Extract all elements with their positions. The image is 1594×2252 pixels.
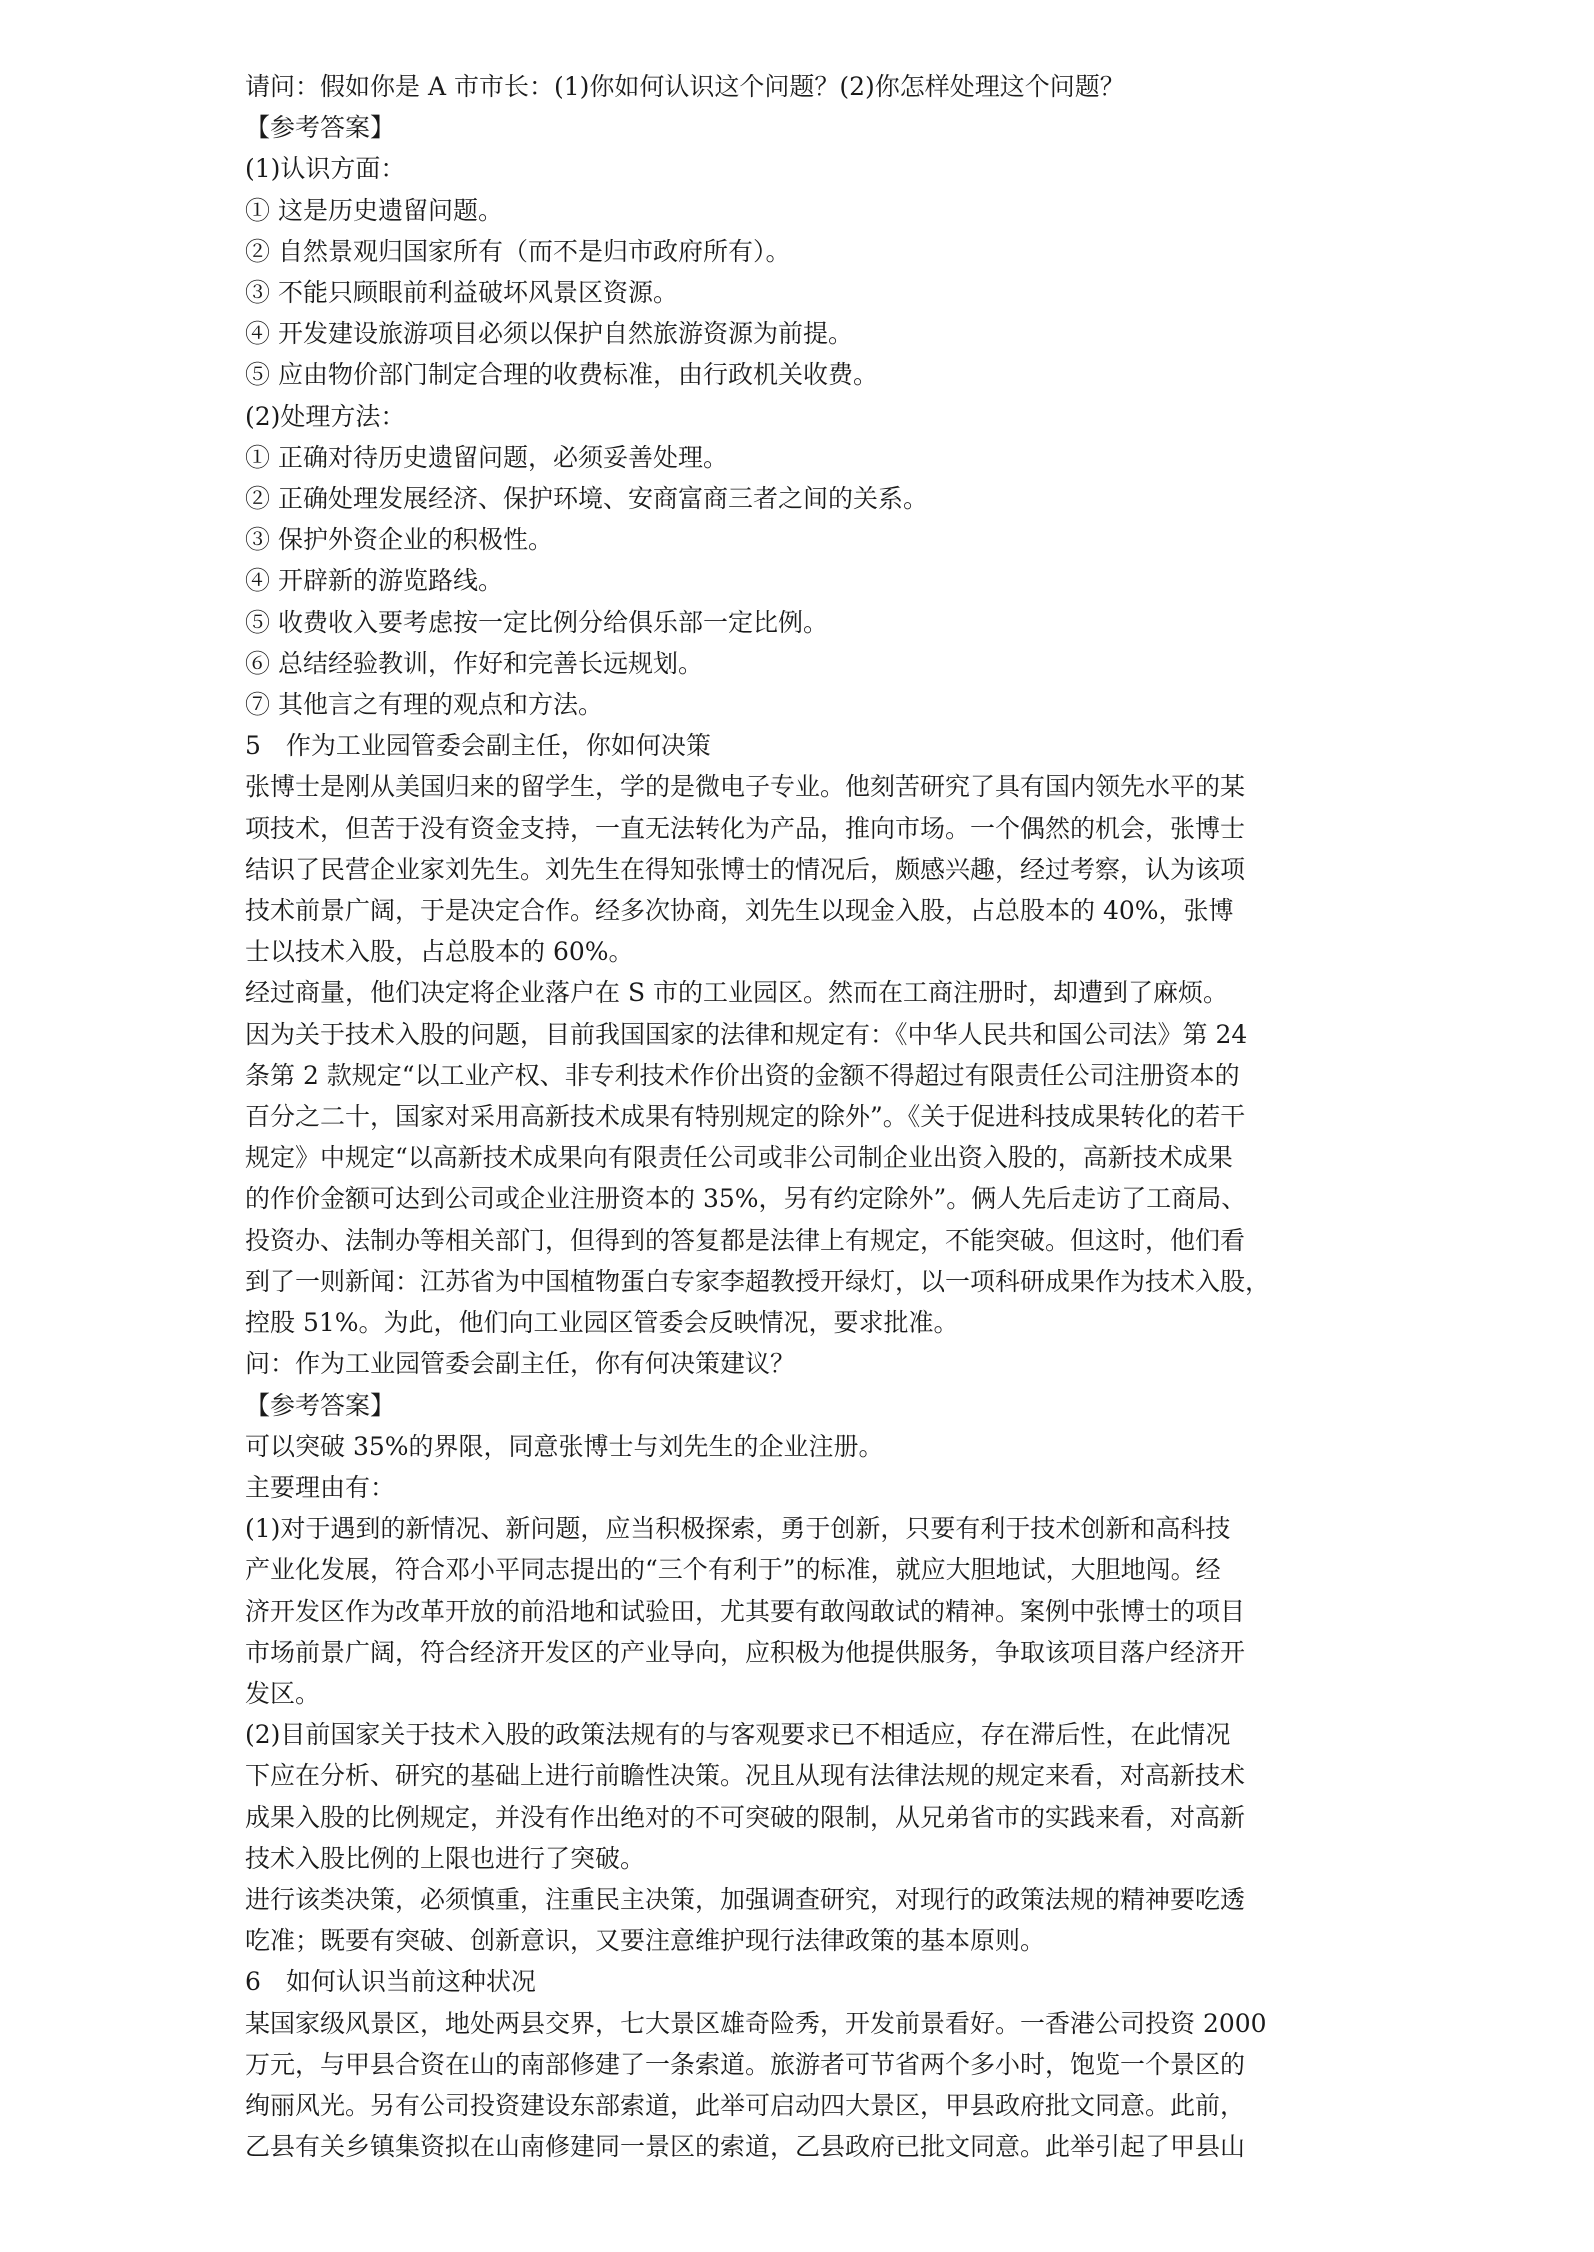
list-item: ③ 保护外资企业的积极性。 — [245, 525, 553, 555]
list-item: ⑦ 其他言之有理的观点和方法。 — [245, 690, 603, 720]
section-heading: 5 作为工业园管委会副主任，你如何决策 — [245, 731, 711, 761]
text-line: 进行该类决策，必须慎重，注重民主决策，加强调查研究，对现行的政策法规的精神要吃透 — [245, 1884, 1246, 1914]
text-line: 项技术，但苦于没有资金支持，一直无法转化为产品，推向市场。一个偶然的机会，张博士 — [245, 813, 1246, 843]
list-item: ① 正确对待历史遗留问题，必须妥善处理。 — [245, 442, 728, 472]
text-line: 发区。 — [245, 1678, 321, 1708]
text-line: 绚丽风光。另有公司投资建设东部索道，此举可启动四大景区，甲县政府批文同意。此前， — [245, 2090, 1246, 2120]
section-heading: 【参考答案】 — [245, 113, 396, 143]
list-item: ④ 开辟新的游览路线。 — [245, 566, 503, 596]
text-line: 士以技术入股，占总股本的 60%。 — [245, 937, 634, 967]
section-heading: 【参考答案】 — [245, 1390, 396, 1420]
text-line: 技术入股比例的上限也进行了突破。 — [245, 1843, 646, 1873]
section-heading: 6 如何认识当前这种状况 — [245, 1967, 536, 1997]
list-item: ② 自然景观归国家所有（而不是归市政府所有）。 — [245, 236, 791, 266]
text-line: 问：作为工业园管委会副主任，你有何决策建议？ — [245, 1349, 796, 1379]
text-line: 控股 51%。为此，他们向工业园区管委会反映情况，要求批准。 — [245, 1308, 959, 1338]
text-line: 技术前景广阔，于是决定合作。经多次协商，刘先生以现金入股，占总股本的 40%，张博 — [245, 896, 1234, 926]
list-item: ⑤ 收费收入要考虑按一定比例分给俱乐部一定比例。 — [245, 607, 828, 637]
text-line: 张博士是刚从美国归来的留学生，学的是微电子专业。他刻苦研究了具有国内领先水平的某 — [245, 772, 1246, 802]
text-line: 吃准；既要有突破、创新意识，又要注意维护现行法律政策的基本原则。 — [245, 1926, 1046, 1956]
text-line: 市场前景广阔，符合经济开发区的产业导向，应积极为他提供服务，争取该项目落户经济开 — [245, 1637, 1246, 1667]
text-line: 下应在分析、研究的基础上进行前瞻性决策。况且从现有法律法规的规定来看，对高新技术 — [245, 1761, 1246, 1791]
list-item: ① 这是历史遗留问题。 — [245, 195, 503, 225]
text-line: 因为关于技术入股的问题，目前我国国家的法律和规定有：《中华人民共和国公司法》第 24 — [245, 1019, 1248, 1049]
list-item: ⑤ 应由物价部门制定合理的收费标准，由行政机关收费。 — [245, 360, 878, 390]
text-line: 请问：假如你是 A 市市长：(1)你如何认识这个问题？(2)你怎样处理这个问题？ — [245, 72, 1125, 101]
text-line: 可以突破 35%的界限，同意张博士与刘先生的企业注册。 — [245, 1431, 884, 1461]
text-line: 济开发区作为改革开放的前沿地和试验田，尤其要有敢闯敢试的精神。案例中张博士的项目 — [245, 1596, 1246, 1626]
text-line: 结识了民营企业家刘先生。刘先生在得知张博士的情况后，颇感兴趣，经过考察，认为该项 — [245, 854, 1246, 884]
text-line: (1)对于遇到的新情况、新问题，应当积极探索，勇于创新，只要有利于技术创新和高科技 — [245, 1514, 1231, 1544]
text-line: 产业化发展，符合邓小平同志提出的“三个有利于”的标准，就应大胆地试，大胆地闯。经 — [245, 1555, 1221, 1585]
document-page — [245, 66, 1355, 2167]
text-line: 百分之二十，国家对采用高新技术成果有特别规定的除外”。《关于促进科技成果转化的若干 — [245, 1102, 1246, 1132]
text-line: 万元，与甲县合资在山的南部修建了一条索道。旅游者可节省两个多小时，饱览一个景区的 — [245, 2049, 1246, 2079]
text-line: 经过商量，他们决定将企业落户在 S 市的工业园区。然而在工商注册时，却遭到了麻烦。 — [245, 978, 1229, 1008]
text-line: 的作价金额可达到公司或企业注册资本的 35%，另有约定除外”。俩人先后走访了工商局、 — [245, 1184, 1247, 1214]
text-line: (2)处理方法： — [245, 401, 406, 431]
list-item: ④ 开发建设旅游项目必须以保护自然旅游资源为前提。 — [245, 319, 853, 349]
text-line: 条第 2 款规定“以工业产权、非专利技术作价出资的金额不得超过有限责任公司注册资本的 — [245, 1060, 1240, 1090]
text-line: 到了一则新闻：江苏省为中国植物蛋白专家李超教授开绿灯，以一项科研成果作为技术入股， — [245, 1266, 1271, 1296]
text-line: 主要理由有： — [245, 1472, 396, 1502]
text-line: 某国家级风景区，地处两县交界，七大景区雄奇险秀，开发前景看好。一香港公司投资 2000 — [245, 2008, 1267, 2038]
list-item: ② 正确处理发展经济、保护环境、安商富商三者之间的关系。 — [245, 484, 928, 514]
text-line: (1)认识方面： — [245, 154, 406, 184]
list-item: ③ 不能只顾眼前利益破坏风景区资源。 — [245, 278, 678, 308]
text-line: (2)目前国家关于技术入股的政策法规有的与客观要求已不相适应，存在滞后性，在此情况 — [245, 1720, 1231, 1750]
text-line: 成果入股的比例规定，并没有作出绝对的不可突破的限制，从兄弟省市的实践来看，对高新 — [245, 1802, 1246, 1832]
text-line: 投资办、法制办等相关部门，但得到的答复都是法律上有规定，不能突破。但这时，他们看 — [245, 1225, 1246, 1255]
text-line: 规定》中规定“以高新技术成果向有限责任公司或非公司制企业出资入股的，高新技术成果 — [245, 1143, 1233, 1173]
list-item: ⑥ 总结经验教训，作好和完善长远规划。 — [245, 648, 703, 678]
text-line: 乙县有关乡镇集资拟在山南修建同一景区的索道，乙县政府已批文同意。此举引起了甲县山 — [245, 2132, 1246, 2162]
